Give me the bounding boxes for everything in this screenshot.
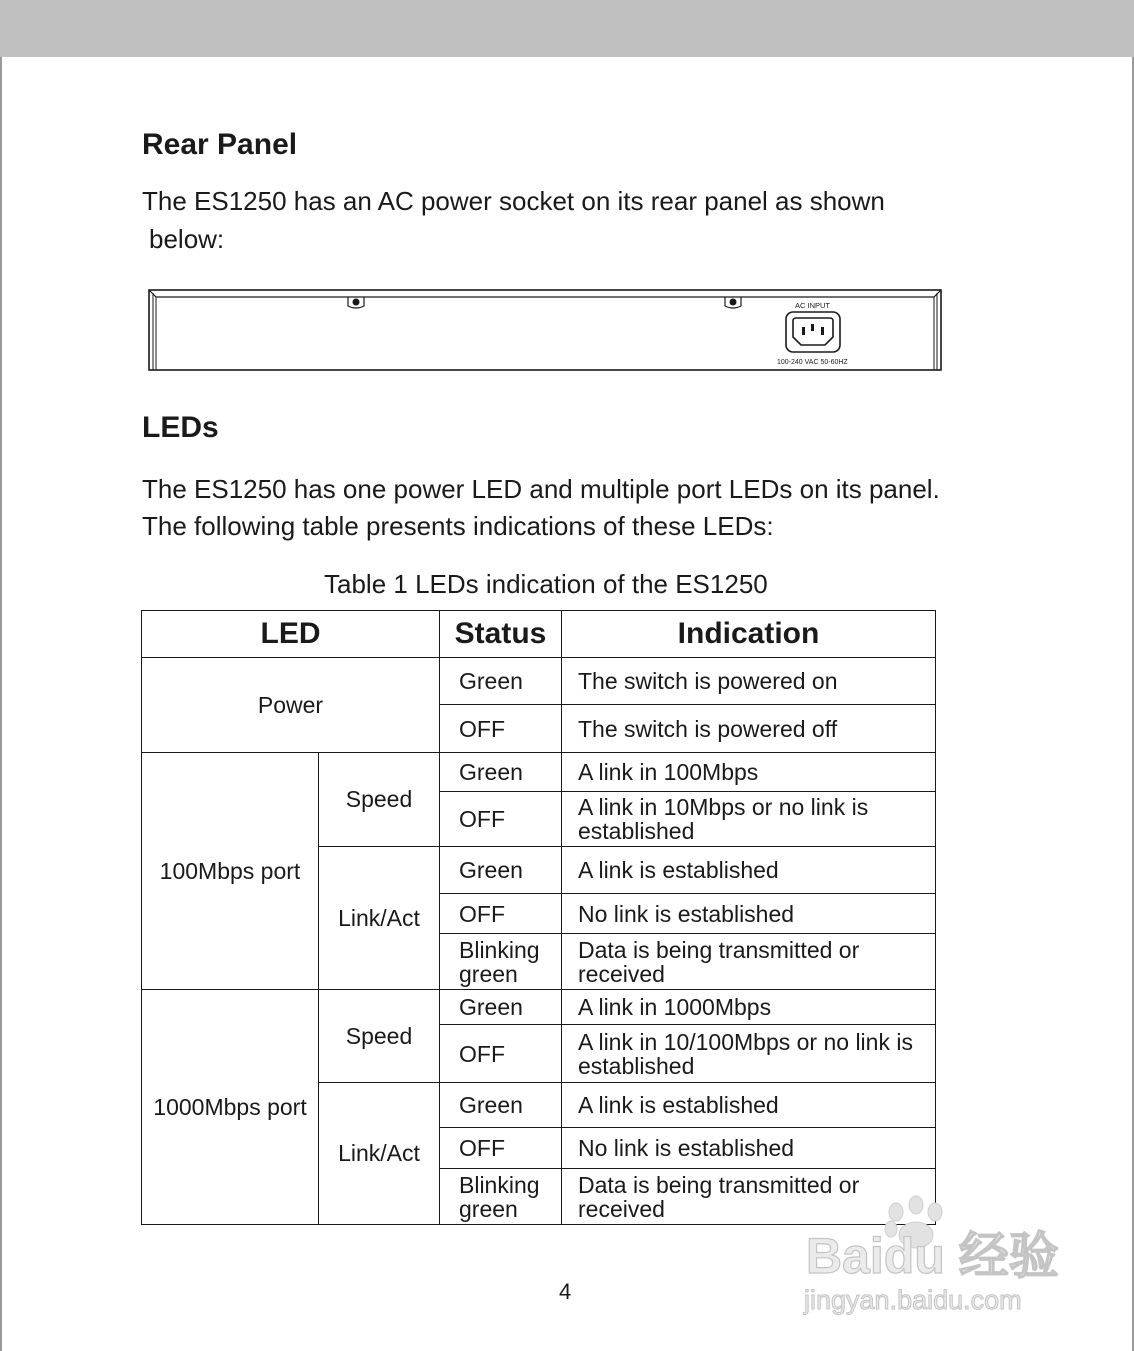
indication-line: A link in 10/100Mbps or no link is	[578, 1028, 913, 1055]
status-cell: Green	[440, 753, 562, 792]
status-line: Blinking	[459, 936, 540, 963]
status-line: Blinking	[459, 1171, 540, 1198]
ac-input-label: AC INPUT	[795, 301, 831, 310]
status-cell: OFF	[440, 1025, 562, 1083]
indication-cell: A link is established	[562, 1083, 936, 1128]
status-cell: Green	[440, 658, 562, 705]
indication-line: Data is being transmitted or	[578, 936, 860, 963]
indication-cell: A link in 100Mbps	[562, 753, 936, 792]
status-cell: Green	[440, 1083, 562, 1128]
status-cell: OFF	[440, 1128, 562, 1169]
indication-cell	[562, 934, 936, 990]
indication-cell: A link is established	[562, 847, 936, 894]
ac-power-socket-icon	[786, 312, 840, 352]
indication-line: received	[578, 1195, 665, 1222]
indication-cell: A link in 1000Mbps	[562, 990, 936, 1025]
status-line: green	[459, 960, 518, 987]
watermark-url: jingyan.baidu.com	[804, 1285, 1022, 1315]
status-cell: OFF	[440, 792, 562, 847]
status-cell: Green	[440, 990, 562, 1025]
top-gray-bar	[0, 0, 1134, 57]
indication-cell	[562, 1025, 936, 1083]
status-cell: Green	[440, 847, 562, 894]
voltage-label: 100-240 VAC 50-60HZ	[777, 359, 848, 366]
power-label: Power	[142, 658, 440, 753]
status-cell	[440, 1169, 562, 1225]
leds-text-line2: The following table presents indications of these LEDs:	[142, 511, 774, 541]
table-row	[142, 658, 936, 705]
table-caption: Table 1 LEDs indication of the ES1250	[324, 569, 768, 599]
port-1000-label: 1000Mbps port	[142, 990, 319, 1225]
indication-line: established	[578, 1052, 695, 1079]
indication-line: established	[578, 818, 695, 844]
link-act-label: Link/Act	[319, 847, 440, 990]
header-indication: Indication	[562, 611, 936, 658]
indication-line: Data is being transmitted or	[578, 1171, 860, 1198]
baidu-jingyan-watermark	[800, 1185, 1130, 1340]
indication-line: received	[578, 960, 665, 987]
status-line: green	[459, 1195, 518, 1222]
speed-label: Speed	[319, 753, 440, 847]
header-led: LED	[142, 611, 440, 658]
watermark-brand: Baidu 经验	[806, 1228, 1059, 1284]
table-header-row	[142, 611, 936, 658]
status-cell: OFF	[440, 894, 562, 934]
leds-heading: LEDs	[142, 411, 219, 444]
leds-text-line1: The ES1250 has one power LED and multiple port LEDs on its panel.	[142, 474, 940, 504]
page-border-left	[0, 57, 2, 1351]
status-cell	[440, 934, 562, 990]
page-number: 4	[559, 1279, 572, 1304]
link-act-label: Link/Act	[319, 1083, 440, 1225]
rear-panel-text-line1: The ES1250 has an AC power socket on its rear panel as shown	[142, 186, 885, 216]
port-100-label: 100Mbps port	[142, 753, 319, 990]
speed-label: Speed	[319, 990, 440, 1083]
rear-panel-illustration	[148, 288, 943, 372]
table-row	[142, 753, 936, 792]
indication-cell: No link is established	[562, 1128, 936, 1169]
indication-cell	[562, 792, 936, 847]
indication-cell: The switch is powered off	[562, 705, 936, 753]
table-row	[142, 990, 936, 1025]
rear-panel-heading: Rear Panel	[142, 128, 298, 161]
indication-cell: No link is established	[562, 894, 936, 934]
header-status: Status	[440, 611, 562, 658]
rear-panel-text-line2: below:	[149, 224, 225, 254]
status-cell: OFF	[440, 705, 562, 753]
indication-line: A link in 10Mbps or no link is	[578, 794, 869, 820]
indication-cell: The switch is powered on	[562, 658, 936, 705]
led-indication-table	[141, 610, 936, 1225]
